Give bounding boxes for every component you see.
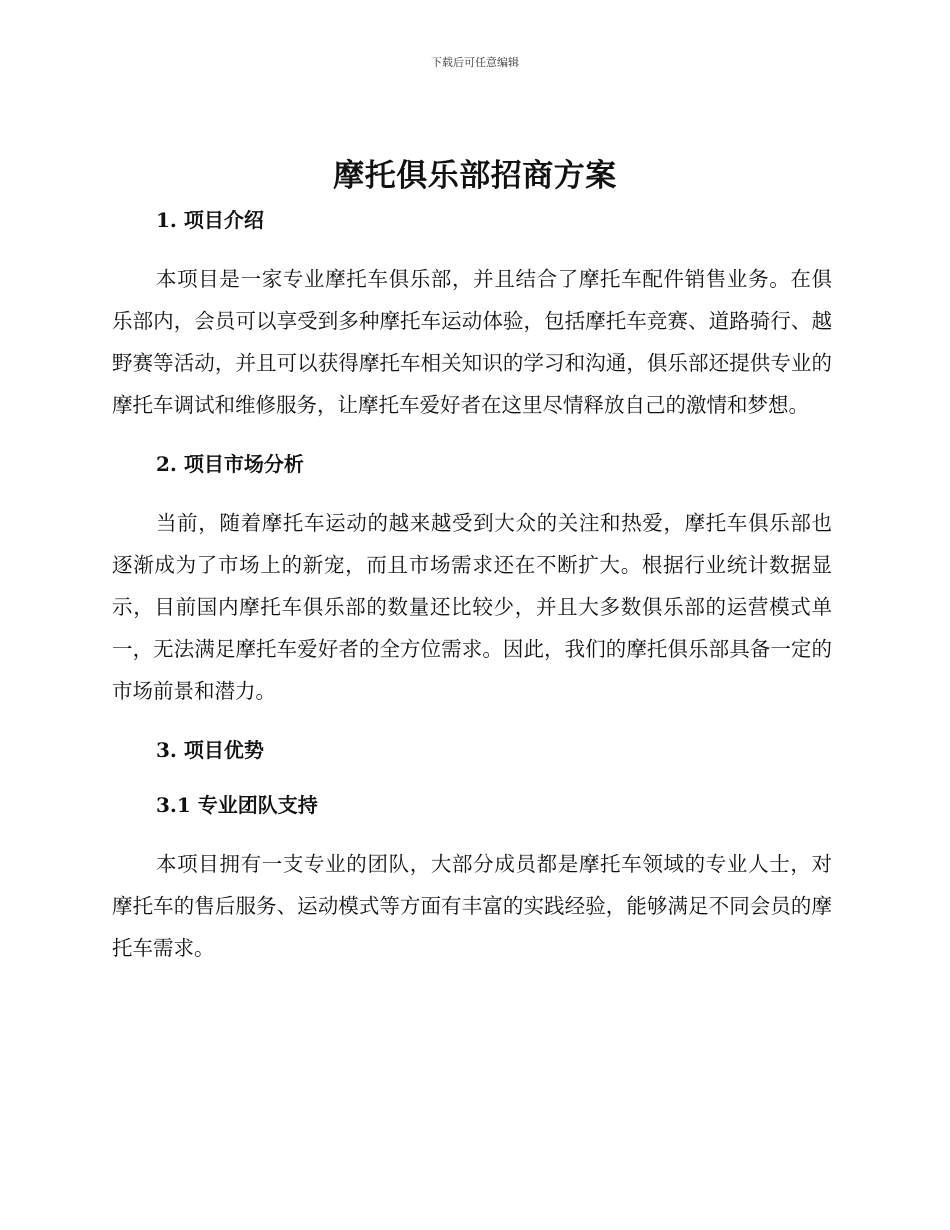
section-paragraph-market-analysis: 当前，随着摩托车运动的越来越受到大众的关注和热爱，摩托车俱乐部也逐渐成为了市场上的新宠，而且市场需求还在不断扩大。根据行业统计数据显示，目前国内摩托车俱乐部的数量还比较少，并且大多数俱乐部的运营模式单一，无法满足摩托车爱好者的全方位需求。因此，我们的摩托俱乐部具备一定的市场前景和潜力。 (112, 511, 832, 703)
document-body (112, 203, 832, 969)
section-heading-project-intro: 1. 项目介绍 (156, 208, 264, 232)
section-heading-team-support: 3.1 专业团队支持 (156, 793, 318, 817)
section-paragraph-project-intro: 本项目是一家专业摩托车俱乐部，并且结合了摩托车配件销售业务。在俱乐部内，会员可以享受到多种摩托车运动体验，包括摩托车竞赛、道路骑行、越野赛等活动，并且可以获得摩托车相关知识的学习和沟通，俱乐部还提供专业的摩托车调试和维修服务，让摩托车爱好者在这里尽情释放自己的激情和梦想。 (112, 267, 832, 417)
document-title: 摩托俱乐部招商方案 (333, 158, 617, 194)
section-heading-market-analysis: 2. 项目市场分析 (156, 452, 304, 476)
page-header-note: 下载后可任意编辑 (431, 56, 519, 69)
section-paragraph-team-support: 本项目拥有一支专业的团队，大部分成员都是摩托车领域的专业人士，对摩托车的售后服务、运动模式等方面有丰富的实践经验，能够满足不同会员的摩托车需求。 (112, 852, 832, 960)
section-heading-project-advantages: 3. 项目优势 (156, 738, 264, 762)
